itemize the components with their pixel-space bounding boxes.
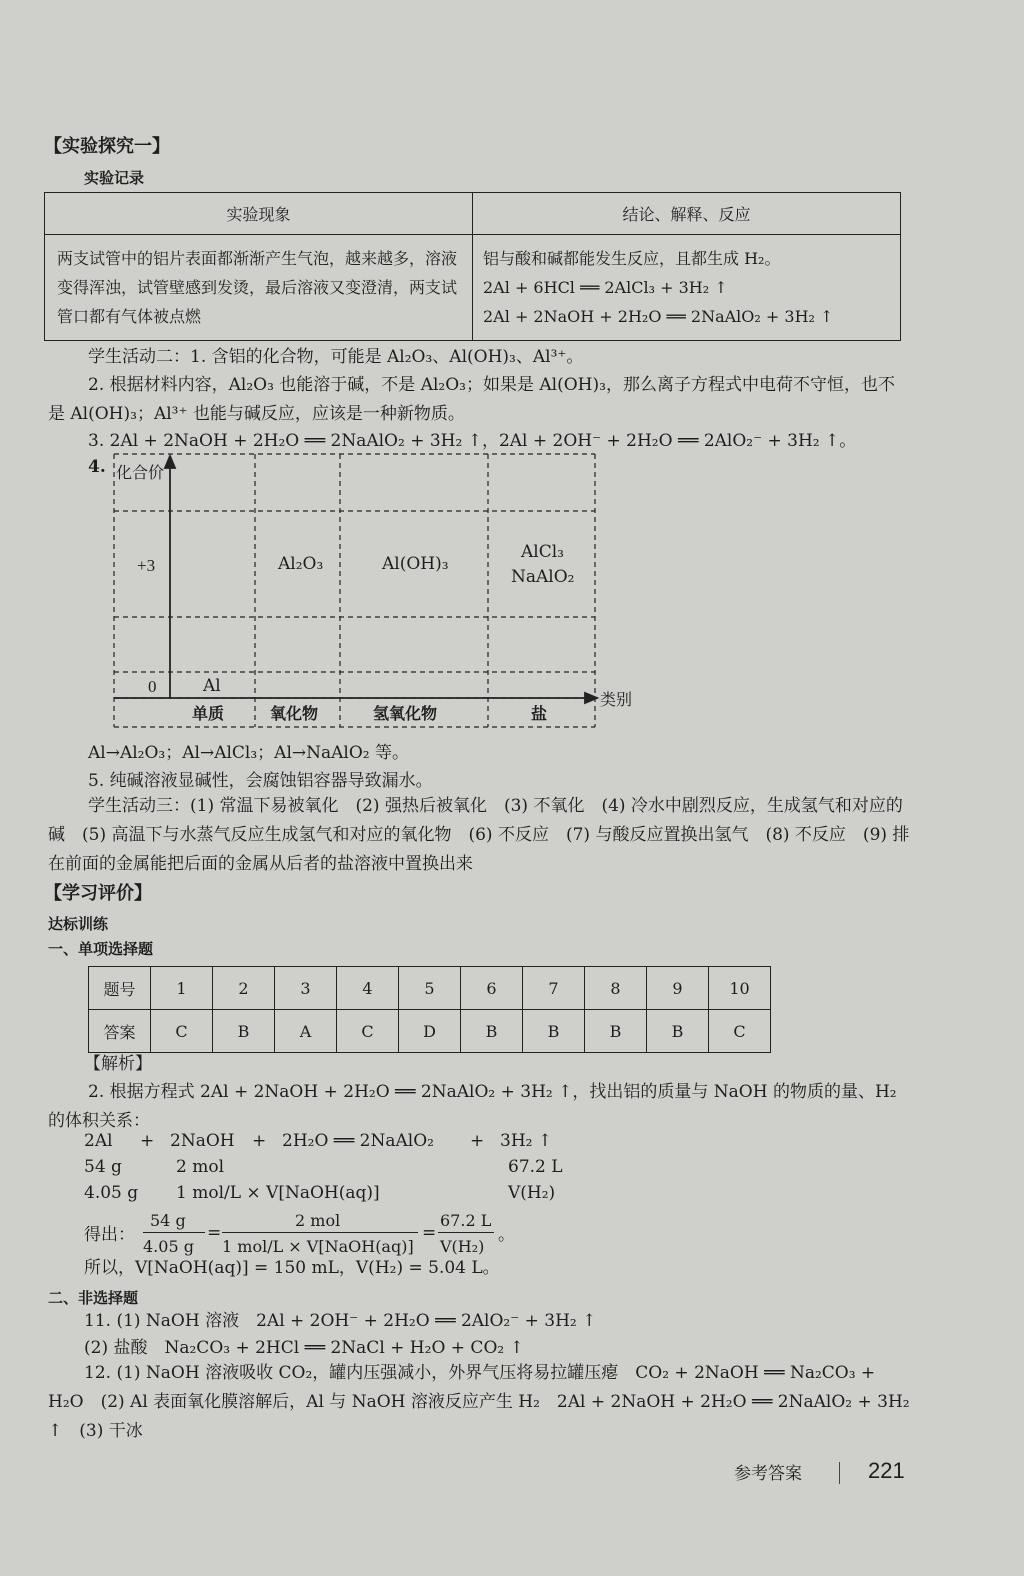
- naoh-volume: 1 mol/L × V[NaOH(aq)]: [176, 1183, 380, 1203]
- question-number: 4: [337, 967, 399, 1010]
- cell-aloh3: Al(OH)₃: [382, 554, 449, 574]
- valence-zero: 0: [148, 677, 157, 696]
- cell-al2o3: Al₂O₃: [278, 554, 324, 574]
- eq-term: 2Al: [84, 1131, 113, 1151]
- y-axis-label: 化合价: [116, 463, 165, 482]
- result-label: 得出：: [84, 1225, 135, 1245]
- footer-divider: [839, 1462, 840, 1484]
- section-title-experiment: 【实验探究一】: [44, 136, 170, 157]
- section-title-evaluation: 【学习评价】: [44, 883, 152, 904]
- mol-2: 2 mol: [176, 1157, 225, 1177]
- record-label: 实验记录: [84, 169, 145, 187]
- activity2-p1: 学生活动二：1. 含铝的化合物，可能是 Al₂O₃、Al(OH)₃、Al³⁺。: [88, 347, 584, 367]
- activity3: 学生活动三：(1) 常温下易被氧化 (2) 强热后被氧化 (3) 不氧化 (4) 冷水中剧烈反应，生成氢气和对应的碱 (5) 高温下与水蒸气反应生成氢气和对应的氧化物 (6) 不反应 (7) 与酸反应置换出氢气 (8) 不反应 (9) 排在前面的金属能把后面的金属从后者的盐溶液中置换出来: [48, 796, 910, 874]
- frac-den: 4.05 g: [143, 1237, 194, 1256]
- answer-table-label: 答案: [89, 1010, 151, 1053]
- question-number: 5: [399, 967, 461, 1010]
- valence-plus3: +3: [137, 556, 156, 575]
- question-number: 7: [523, 967, 585, 1010]
- eq-term: 3H₂ ↑: [500, 1131, 553, 1151]
- q12: 12. (1) NaOH 溶液吸收 CO₂，罐内压强减小，外界气压将易拉罐压瘪 CO₂ + 2NaOH ══ Na₂CO₃ + H₂O (2) Al 表面氧化膜溶解后，Al 与 NaOH 溶液反应产生 H₂ 2Al + 2NaOH + 2H₂O ══ 2NaAlO₂ + 3H₂ ↑ (3) 干冰: [48, 1363, 910, 1441]
- answer-cell: B: [523, 1010, 585, 1053]
- eq-term: +: [140, 1131, 155, 1151]
- answer-cell: B: [647, 1010, 709, 1053]
- frac-den: 1 mol/L × V[NaOH(aq)]: [222, 1237, 414, 1256]
- training-label: 达标训练: [48, 915, 109, 933]
- h2-volume: V(H₂): [508, 1183, 556, 1203]
- eq-term: 2H₂O ══ 2NaAlO₂: [282, 1131, 434, 1151]
- cell-naalo2: NaAlO₂: [511, 567, 575, 587]
- cell-alcl3: AlCl₃: [521, 542, 564, 562]
- activity2-p4-after: Al→Al₂O₃；Al→AlCl₃；Al→NaAlO₂ 等。: [88, 743, 410, 763]
- answer-cell: D: [399, 1010, 461, 1053]
- q11a: 11. (1) NaOH 溶液 2Al + 2OH⁻ + 2H₂O ══ 2AlO₂⁻ + 3H₂ ↑: [84, 1311, 597, 1331]
- answer-cell: B: [461, 1010, 523, 1053]
- category-salt: 盐: [531, 704, 548, 723]
- frac-num: 54 g: [150, 1211, 186, 1230]
- experiment-record-table: [44, 192, 901, 341]
- category-elemental: 单质: [192, 704, 225, 723]
- answer-cell: A: [275, 1010, 337, 1053]
- activity2-p4-num: 4.: [88, 457, 106, 477]
- y-axis-arrow: [165, 456, 175, 468]
- question-number: 8: [585, 967, 647, 1010]
- table-header: 结论、解释、反应: [473, 193, 901, 235]
- equation-line: 2Al + 2NaOH + 2H₂O ══ 2NaAlO₂ + 3H₂ ↑: [483, 307, 834, 326]
- eq-term: +: [470, 1131, 485, 1151]
- vol-67: 67.2 L: [508, 1157, 563, 1177]
- so-line: 所以，V[NaOH(aq)] = 150 mL，V(H₂) = 5.04 L。: [84, 1258, 500, 1278]
- eq-term: +: [252, 1131, 267, 1151]
- answer-table-label: 题号: [89, 967, 151, 1010]
- part2-label: 二、非选择题: [48, 1289, 139, 1307]
- activity2-p3: 3. 2Al + 2NaOH + 2H₂O ══ 2NaAlO₂ + 3H₂ ↑，2Al + 2OH⁻ + 2H₂O ══ 2AlO₂⁻ + 3H₂ ↑。: [88, 431, 857, 451]
- cell-al: Al: [203, 676, 221, 696]
- table-header: 实验现象: [45, 193, 473, 235]
- answer-cell: B: [213, 1010, 275, 1053]
- valence-category-diagram: [110, 450, 640, 735]
- phenomenon-cell: 两支试管中的铝片表面都渐渐产生气泡，越来越多，溶液变得浑浊，试管壁感到发烫，最后溶液又变澄清，两支试管口都有气体被点燃: [45, 235, 473, 341]
- answer-cell: C: [337, 1010, 399, 1053]
- category-oxide: 氧化物: [270, 704, 319, 723]
- conclusion-cell: [473, 235, 901, 341]
- mass-405: 4.05 g: [84, 1183, 139, 1203]
- answer-cell: C: [151, 1010, 213, 1053]
- page-number: 221: [868, 1458, 905, 1483]
- question-number: 9: [647, 967, 709, 1010]
- activity2-p2: 2. 根据材料内容，Al₂O₃ 也能溶于碱，不是 Al₂O₃；如果是 Al(OH)₃，那么离子方程式中电荷不守恒，也不是 Al(OH)₃；Al³⁺ 也能与碱反应，应该是一种新物质。: [48, 375, 895, 424]
- answer-cell: B: [585, 1010, 647, 1053]
- category-hydroxide: 氢氧化物: [373, 704, 438, 723]
- frac-den: V(H₂): [440, 1237, 485, 1256]
- question-number: 6: [461, 967, 523, 1010]
- mass-54: 54 g: [84, 1157, 122, 1177]
- analysis-label: 【解析】: [84, 1054, 152, 1074]
- x-axis-label: 类别: [600, 690, 633, 709]
- question-number: 10: [709, 967, 771, 1010]
- part1-label: 一、单项选择题: [48, 940, 154, 958]
- question-number: 3: [275, 967, 337, 1010]
- frac-num: 2 mol: [295, 1211, 341, 1230]
- question-number: 1: [151, 967, 213, 1010]
- equation-line: 2Al + 6HCl ══ 2AlCl₃ + 3H₂ ↑: [483, 278, 728, 297]
- page: 【实验探究一】 实验记录 实验现象 结论、解释、反应 两支试管中的铝片表面都渐渐产生气泡，越来越多，溶液变得浑浊，试管壁感到发烫，最后溶液又变澄清，两支试管口都有气体被点燃 铝与酸和碱都能发生反应，且都生成 H₂。 2Al + 6HCl ══ 2AlCl₃ + 3H₂ ↑ 2Al + 2NaOH + 2H₂O ══ 2NaAlO₂ + 3H₂ ↑ 学生活动二：1. 含铝的化合物，可能是 Al₂O₃、Al(OH)₃、Al³⁺。 2. 根据材料内容，Al₂O₃ 也能溶于碱，不是 Al₂O₃；如果是 Al(OH)₃，那么离子方程式中电荷不守恒，也不是 Al(OH)₃；Al³⁺ 也能与碱反应，应该是一种新物质。 3. 2Al + 2NaOH + 2H₂O ══ 2NaAlO₂ + 3H₂ ↑，2Al + 2OH⁻ + 2H₂O ══ 2AlO₂⁻ + 3H₂ ↑。 4. 化合价 类别 +3 0 Al₂O₃ Al(OH)₃ AlCl₃ NaAlO₂ Al 单质 氧化物 氢氧化物 盐 Al→Al₂O₃；Al→AlCl₃；Al→NaAlO₂ 等。 5. 纯碱溶液显碱性，会腐蚀铝容器导致漏水。 学生活动三：(1) 常温下易被氧化 (2) 强热后被氧化 (3) 不氧化 (4) 冷水中剧烈反应，生成氢气和对应的碱 (5) 高温下与水蒸气反应生成氢气和对应的氧化物 (6) 不反应 (7) 与酸反应置换出氢气 (8) 不反应 (9) 排在前面的金属能把后面的金属从后者的盐溶液中置换出来 【学习评价】 达标训练 一、单项选择题 题号 1 2 3 4 5 6 7 8 9 10 答案 C B A C D B B B B C 【解析】 2. 根据方程式 2Al + 2NaOH + 2H₂O ══ 2NaAlO₂ + 3H₂ ↑，找出铝的质量与 NaOH 的物质的量、H₂ 的体积关系： 2Al + 2NaOH + 2H₂O ══ 2NaAlO₂ + 3H₂ ↑ 54 g 2 mol 67.2 L 4.05 g 1 mol/L × V[NaOH(aq)] V(H₂) 得出： 54 g 4.05 g = 2 mol 1 mol/L × V[NaOH(aq)] = 67.2 L V(H₂) 。 所以，V[NaOH(aq)] = 150 mL，V(H₂) = 5.04 L。 二、非选择题 11. (1) NaOH 溶液 2Al + 2OH⁻ + 2H₂O ══ 2AlO₂⁻ + 3H₂ ↑ (2) 盐酸 Na₂CO₃ + 2HCl ══ 2NaCl + H₂O + CO₂ ↑ 12. (1) NaOH 溶液吸收 CO₂，罐内压强减小，外界气压将易拉罐压瘪 CO₂ + 2NaOH ══ Na₂CO₃ + H₂O (2) Al 表面氧化膜溶解后，Al 与 NaOH 溶液反应产生 H₂ 2Al + 2NaOH + 2H₂O ══ 2NaAlO₂ + 3H₂ ↑ (3) 干冰 参考答案 221: [0, 0, 1024, 1576]
- answer-cell: C: [709, 1010, 771, 1053]
- question-number: 2: [213, 967, 275, 1010]
- footer-label: 参考答案: [734, 1464, 802, 1484]
- frac-num: 67.2 L: [440, 1211, 492, 1230]
- answer-table: [88, 966, 771, 1053]
- conclusion-line: 铝与酸和碱都能发生反应，且都生成 H₂。: [483, 249, 781, 268]
- q2-text: 2. 根据方程式 2Al + 2NaOH + 2H₂O ══ 2NaAlO₂ + 3H₂ ↑，找出铝的质量与 NaOH 的物质的量、H₂ 的体积关系：: [48, 1082, 897, 1131]
- q11b: (2) 盐酸 Na₂CO₃ + 2HCl ══ 2NaCl + H₂O + CO₂ ↑: [84, 1338, 524, 1358]
- eq-term: 2NaOH: [170, 1131, 235, 1151]
- activity2-p5: 5. 纯碱溶液显碱性，会腐蚀铝容器导致漏水。: [88, 771, 433, 791]
